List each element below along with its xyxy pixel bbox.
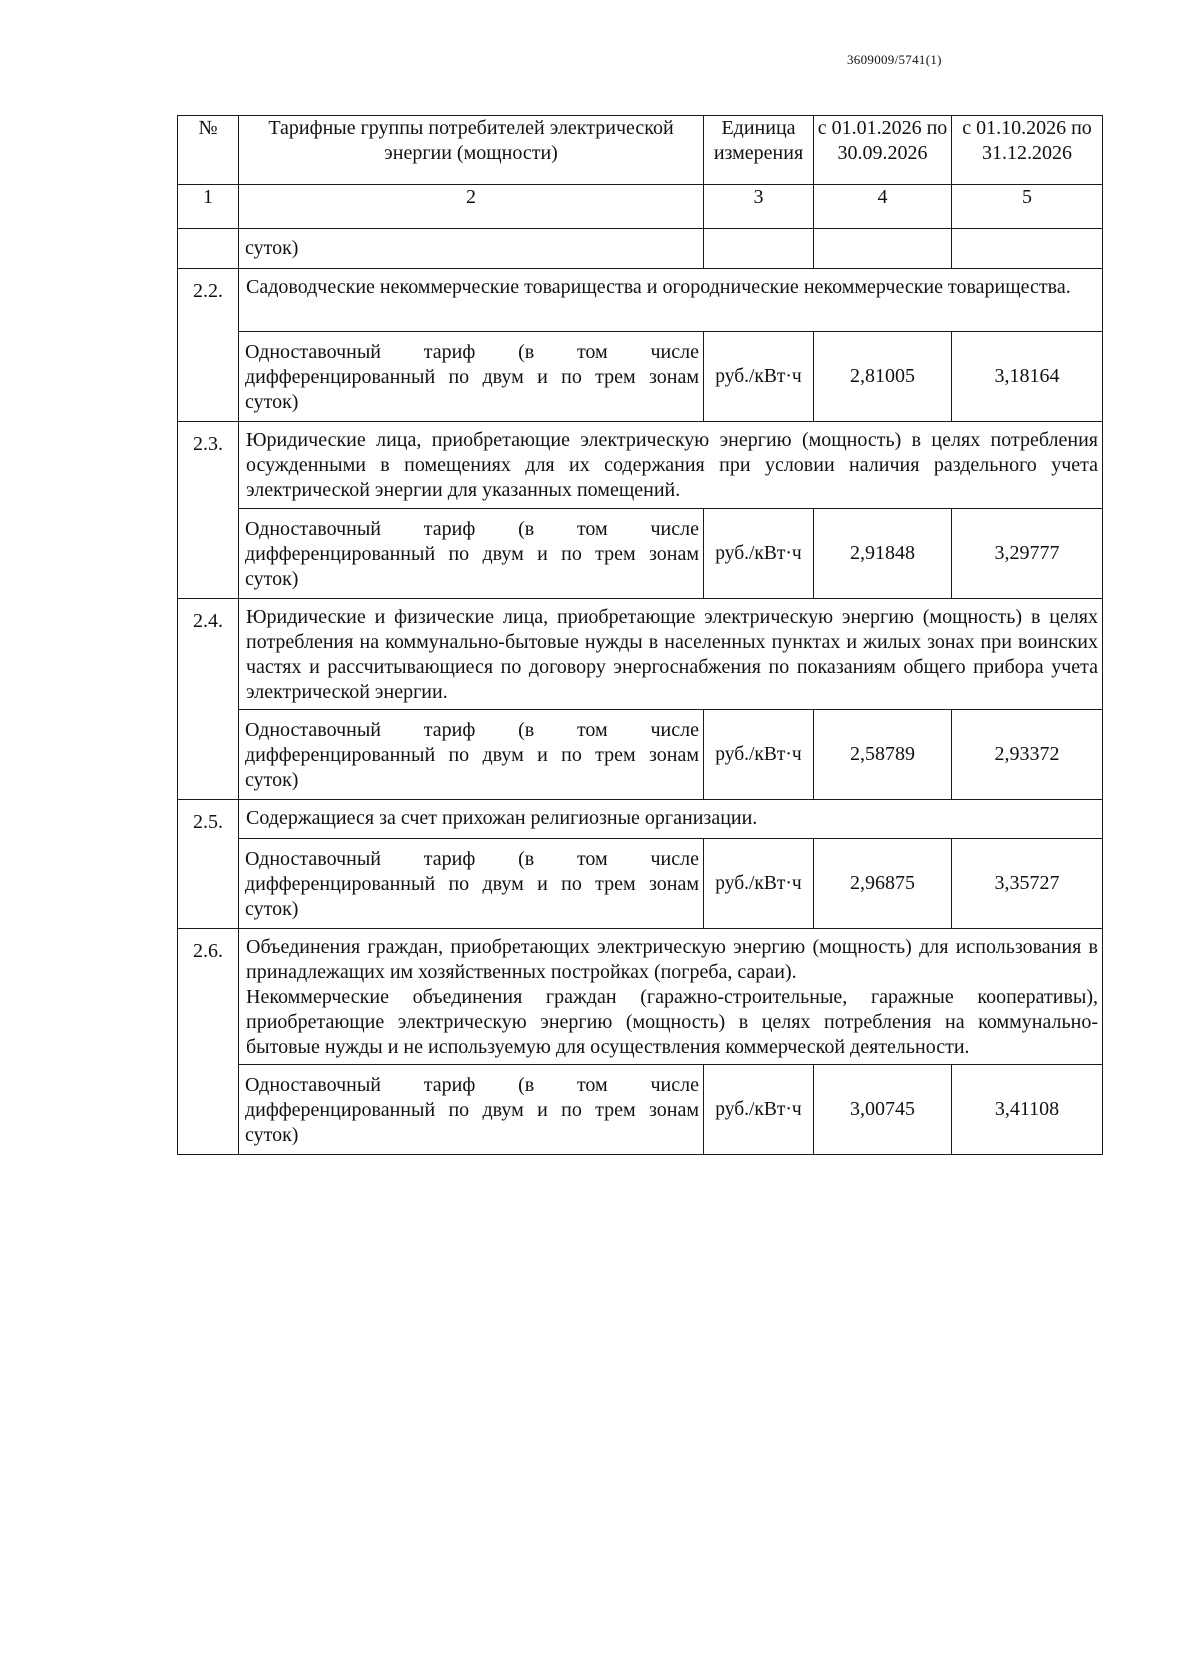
tariff-value-period-1: 2,81005: [814, 332, 952, 422]
consumer-group-description: Юридические и физические лица, приобретающие электрическую энергию (мощность) в целях потребления на коммунально-бытовые нужды в населенных пунктах и жилых зонах при воинских частях и рассчитывающиеся по договору энергоснабжения по показаниям общего прибора учета электрической энергии.: [239, 599, 1103, 710]
header-period-2: с 01.10.2026 по 31.12.2026: [952, 116, 1103, 185]
table-row: [178, 929, 1103, 1065]
header-number: №: [178, 116, 239, 185]
unit-cell: руб./кВт·ч: [704, 332, 814, 422]
column-number: 4: [814, 185, 952, 229]
tariff-name: Одноставочный тариф (в том числе дифференцированный по двум и по трем зонам суток): [239, 509, 704, 599]
tariff-value-period-2: 3,29777: [952, 509, 1103, 599]
column-number: 5: [952, 185, 1103, 229]
column-numbers-row: [178, 185, 1103, 229]
unit-cell: руб./кВт·ч: [704, 710, 814, 800]
table-row: [178, 269, 1103, 332]
tariff-value-period-1: 3,00745: [814, 1065, 952, 1155]
column-number: 3: [704, 185, 814, 229]
consumer-group-description-part-2: Некоммерческие объединения граждан (гаражно-строительные, гаражные кооперативы), приобретающие электрическую энергию (мощность) в целях потребления на коммунально-бытовые нужды и не используемую для осуществления коммерческой деятельности.: [246, 986, 1098, 1058]
tariff-value-period-2: 3,41108: [952, 1065, 1103, 1155]
tariff-name: Одноставочный тариф (в том числе дифференцированный по двум и по трем зонам суток): [239, 332, 704, 422]
header-period-1: с 01.01.2026 по 30.09.2026: [814, 116, 952, 185]
table-header-row: [178, 116, 1103, 185]
header-unit: Единица измерения: [704, 116, 814, 185]
table-row: [178, 1065, 1103, 1155]
tariff-value-period-2: 3,35727: [952, 839, 1103, 929]
tariff-value-period-1: 2,91848: [814, 509, 952, 599]
tariff-value-period-1: 2,96875: [814, 839, 952, 929]
continuation-value-cell: [952, 229, 1103, 269]
tariff-name: Одноставочный тариф (в том числе дифференцированный по двум и по трем зонам суток): [239, 1065, 704, 1155]
consumer-group-description: Садоводческие некоммерческие товарищества и огороднические некоммерческие товарищества.: [239, 269, 1103, 332]
row-number: 2.3.: [178, 422, 239, 599]
document-id: 3609009/5741(1): [847, 52, 942, 67]
unit-cell: руб./кВт·ч: [704, 509, 814, 599]
row-number: 2.5.: [178, 800, 239, 929]
tariff-value-period-1: 2,58789: [814, 710, 952, 800]
tariff-value-period-2: 2,93372: [952, 710, 1103, 800]
tariff-name: Одноставочный тариф (в том числе дифференцированный по двум и по трем зонам суток): [239, 839, 704, 929]
column-number: 2: [239, 185, 704, 229]
row-number: 2.6.: [178, 929, 239, 1155]
consumer-group-description: Юридические лица, приобретающие электрическую энергию (мощность) в целях потребления осужденными в помещениях для их содержания при условии наличия раздельного учета электрической энергии для указанных помещений.: [239, 422, 1103, 509]
row-number: 2.2.: [178, 269, 239, 422]
continuation-number-cell: [178, 229, 239, 269]
consumer-group-description: Содержащиеся за счет прихожан религиозные организации.: [239, 800, 1103, 839]
tariff-value-period-2: 3,18164: [952, 332, 1103, 422]
row-number: 2.4.: [178, 599, 239, 800]
header-tariff-groups: Тарифные группы потребителей электрической энергии (мощности): [239, 116, 704, 185]
table-row: [178, 839, 1103, 929]
table-row: [178, 509, 1103, 599]
continuation-value-cell: [814, 229, 952, 269]
continuation-row: [178, 229, 1103, 269]
consumer-group-description: [239, 929, 1103, 1065]
table-row: [178, 422, 1103, 509]
table-row: [178, 599, 1103, 710]
unit-cell: руб./кВт·ч: [704, 1065, 814, 1155]
continuation-unit-cell: [704, 229, 814, 269]
column-number: 1: [178, 185, 239, 229]
table-row: [178, 710, 1103, 800]
table-row: [178, 332, 1103, 422]
unit-cell: руб./кВт·ч: [704, 839, 814, 929]
table-row: [178, 800, 1103, 839]
tariff-table: [177, 115, 1103, 1155]
tariff-name: Одноставочный тариф (в том числе дифференцированный по двум и по трем зонам суток): [239, 710, 704, 800]
consumer-group-description-part-1: Объединения граждан, приобретающих электрическую энергию (мощность) для использования в принадлежащих им хозяйственных постройках (погреба, сараи).: [246, 936, 1098, 983]
continuation-text: суток): [239, 229, 704, 269]
